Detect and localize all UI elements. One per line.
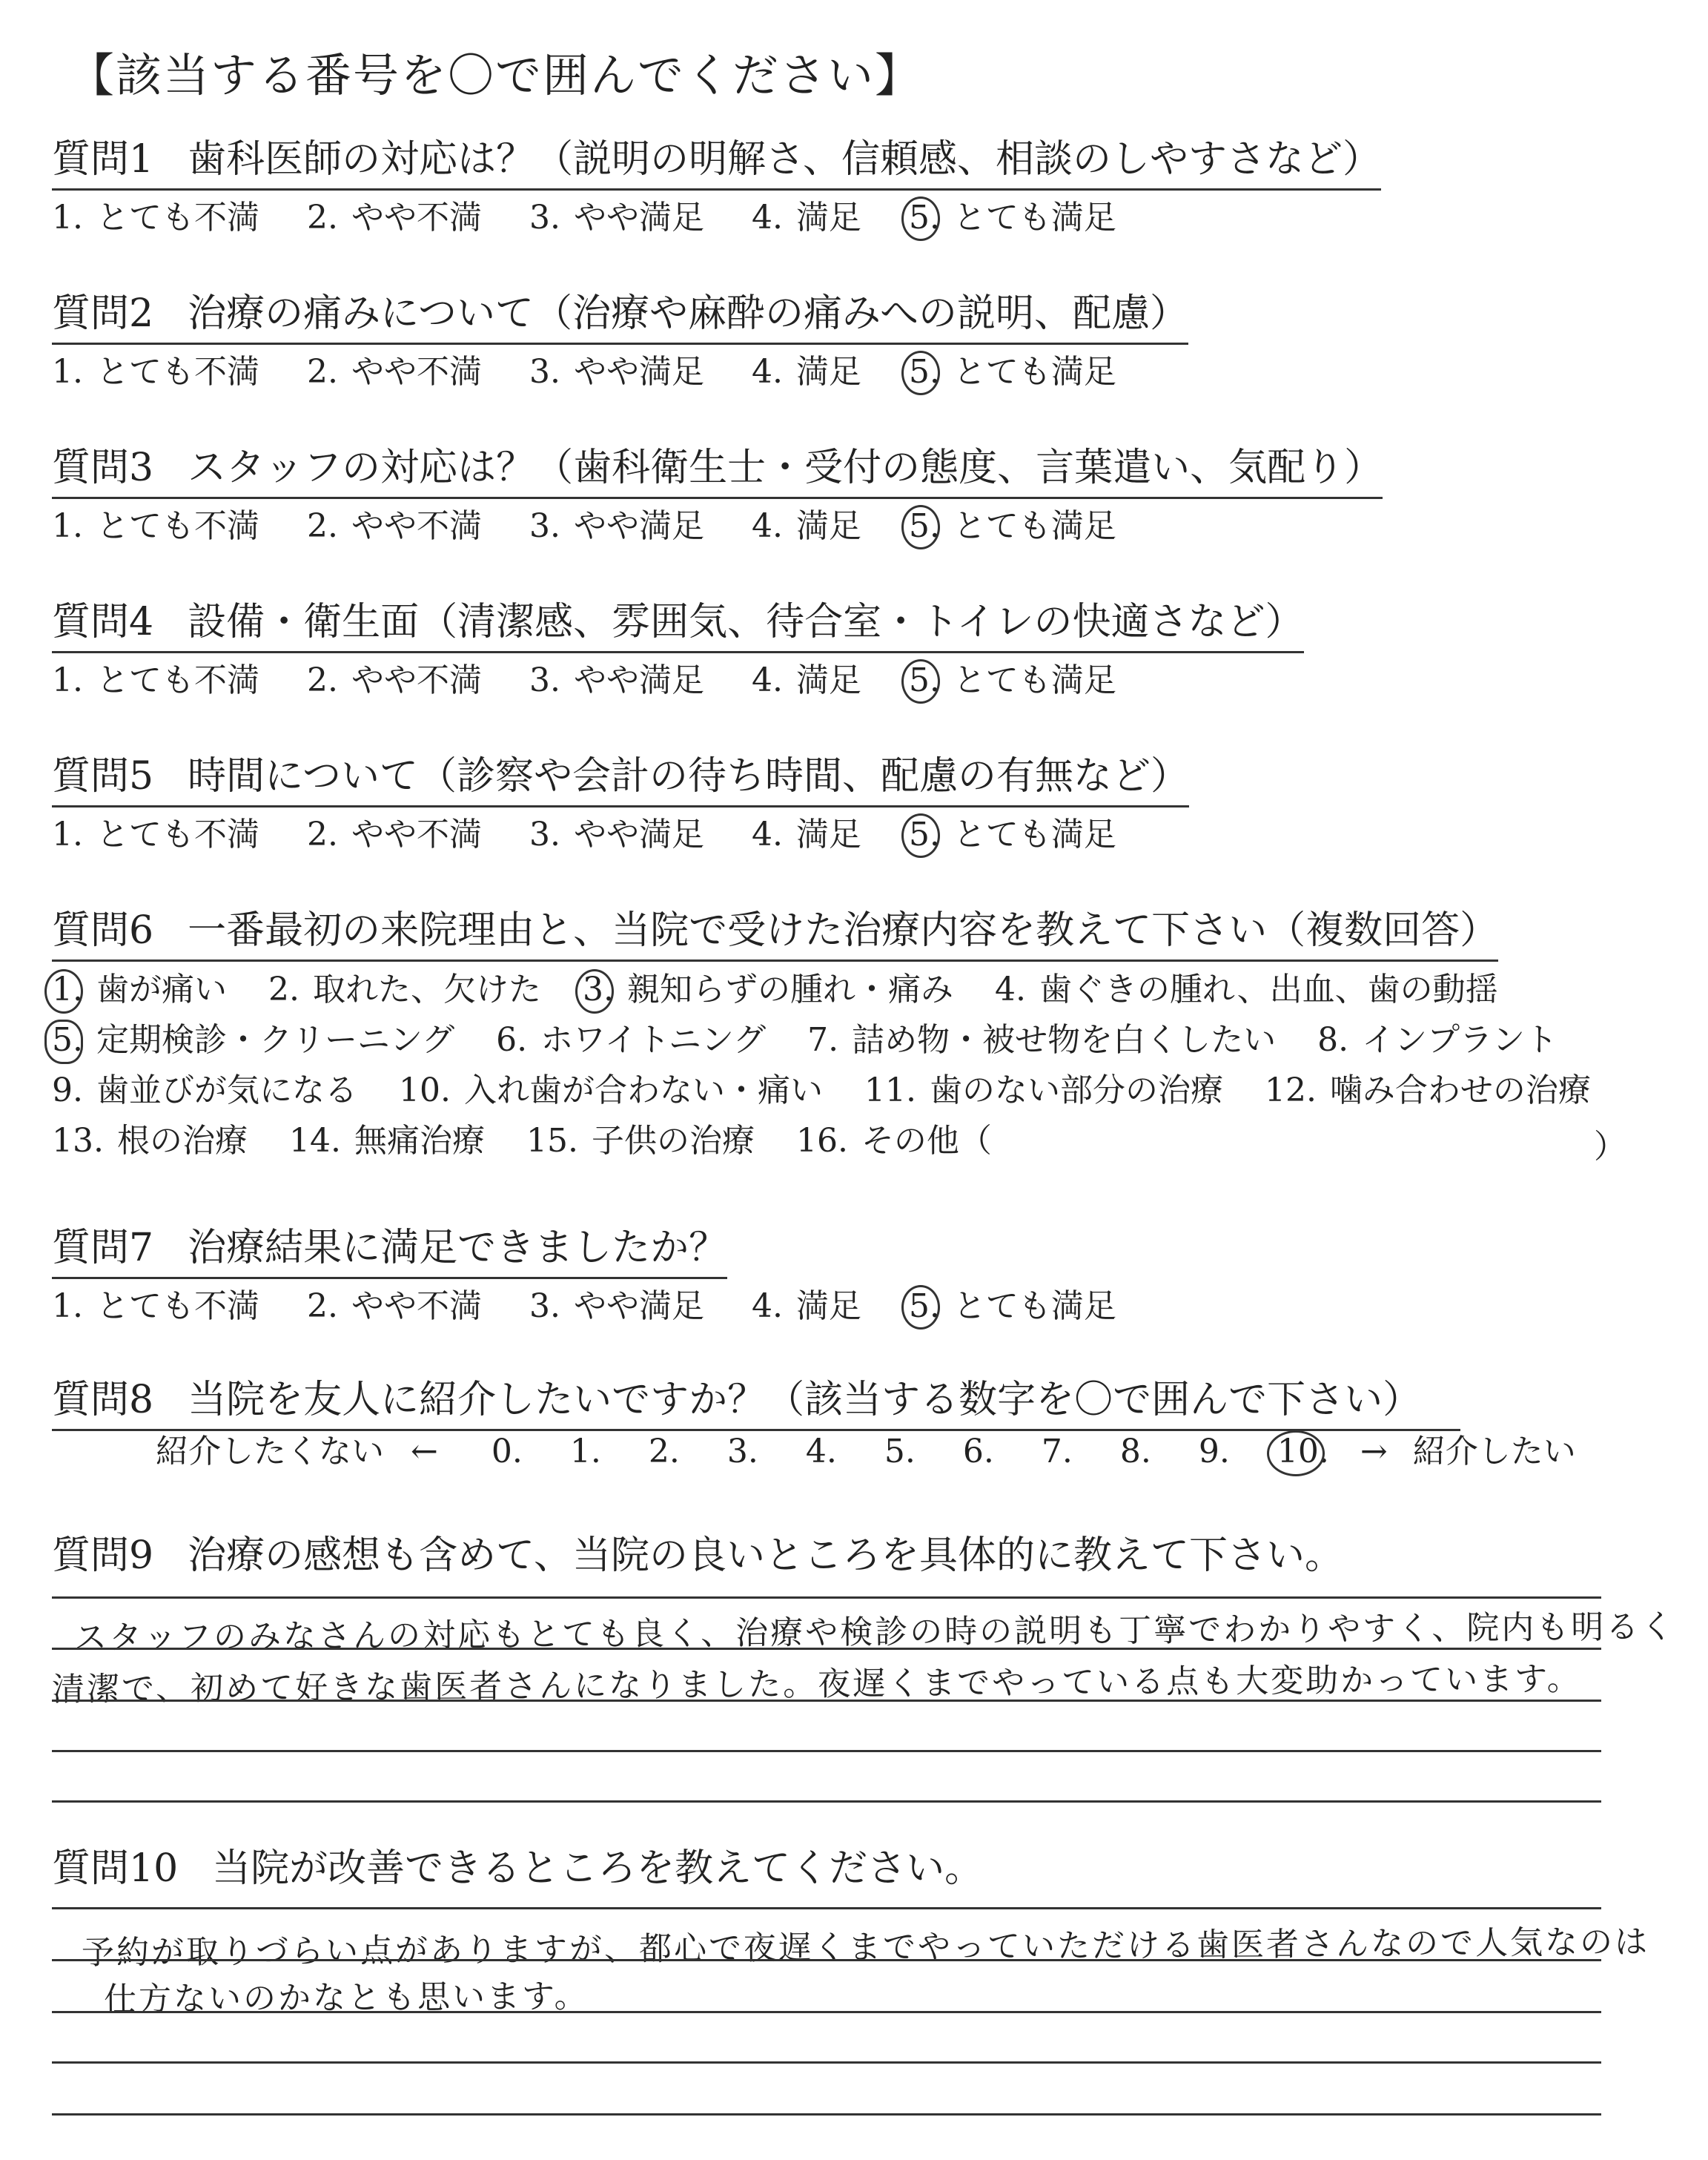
right-arrow-icon: → bbox=[1360, 1433, 1388, 1470]
option-3[interactable]: 3. やや満足 bbox=[529, 816, 704, 853]
question-title: 質問9 治療の感想も含めて、当院の良いところを具体的に教えて下さい。 bbox=[52, 1533, 1344, 1578]
scale-2[interactable]: 2. bbox=[648, 1433, 680, 1470]
recommend-scale bbox=[156, 1426, 1576, 1478]
question-6 bbox=[52, 905, 1591, 1166]
option-4[interactable]: 4. 満足 bbox=[751, 353, 861, 391]
option-4[interactable]: 4. 満足 bbox=[751, 816, 861, 853]
answer-line bbox=[52, 1959, 1601, 1961]
handwritten-answer-line-2: 清潔で、初めて好きな歯医者さんになりました。夜遅くまでやっている点も大変助かっています。 bbox=[51, 1659, 1582, 1709]
scale-10-selected[interactable]: 10. bbox=[1277, 1426, 1345, 1478]
option-2[interactable]: 2. やや不満 bbox=[306, 816, 482, 853]
question-title: 質問1 歯科医師の対応は？（説明の明解さ、信頼感、相談のしやすさなど） bbox=[52, 133, 1381, 191]
question-10 bbox=[52, 1843, 983, 1895]
question-title: 質問8 当院を友人に紹介したいですか？（該当する数字を〇で囲んで下さい） bbox=[52, 1374, 1460, 1431]
option-2[interactable]: 2. やや不満 bbox=[306, 661, 482, 699]
option-3[interactable]: 3. やや満足 bbox=[529, 507, 704, 545]
option-2[interactable]: 2. やや不満 bbox=[306, 199, 482, 237]
treatment-option-6[interactable]: 6. ホワイトニング bbox=[496, 1021, 767, 1059]
option-4[interactable]: 4. 満足 bbox=[751, 1287, 861, 1325]
rating-options bbox=[52, 501, 1383, 552]
treatment-option-11[interactable]: 11. 歯のない部分の治療 bbox=[864, 1071, 1223, 1109]
question-4 bbox=[52, 596, 1304, 707]
left-arrow-icon: ← bbox=[411, 1433, 438, 1470]
question-title: 質問3 スタッフの対応は？（歯科衛生士・受付の態度、言葉遣い、気配り） bbox=[52, 442, 1383, 499]
answer-line bbox=[52, 1648, 1601, 1650]
option-3[interactable]: 3. やや満足 bbox=[529, 1287, 704, 1325]
question-title: 質問2 治療の痛みについて（治療や麻酔の痛みへの説明、配慮） bbox=[52, 288, 1188, 345]
answer-line bbox=[52, 1750, 1601, 1752]
scale-left-label: 紹介したくない bbox=[156, 1433, 384, 1470]
question-1 bbox=[52, 133, 1381, 244]
option-3[interactable]: 3. やや満足 bbox=[529, 199, 704, 237]
treatment-option-1-selected[interactable]: 1. 歯が痛い bbox=[52, 965, 227, 1015]
scale-8[interactable]: 8. bbox=[1119, 1433, 1151, 1470]
scale-4[interactable]: 4. bbox=[805, 1433, 837, 1470]
scale-3[interactable]: 3. bbox=[726, 1433, 758, 1470]
option-1[interactable]: 1. とても不満 bbox=[52, 1287, 259, 1325]
treatment-option-16-other[interactable]: 16. その他（ bbox=[795, 1122, 992, 1160]
answer-line bbox=[52, 1800, 1601, 1803]
rating-options bbox=[52, 1281, 1153, 1332]
option-3[interactable]: 3. やや満足 bbox=[529, 661, 704, 699]
treatment-option-13[interactable]: 13. 根の治療 bbox=[52, 1122, 248, 1160]
question-7 bbox=[52, 1222, 1153, 1332]
option-1[interactable]: 1. とても不満 bbox=[52, 199, 259, 237]
option-4[interactable]: 4. 満足 bbox=[751, 199, 861, 237]
question-title: 質問5 時間について（診察や会計の待ち時間、配慮の有無など） bbox=[52, 750, 1189, 807]
answer-line bbox=[52, 1596, 1601, 1599]
treatment-options bbox=[52, 965, 1591, 1166]
option-1[interactable]: 1. とても不満 bbox=[52, 507, 259, 545]
answer-line bbox=[52, 2011, 1601, 2013]
option-5-selected[interactable]: 5. とても満足 bbox=[909, 346, 1116, 398]
option-2[interactable]: 2. やや不満 bbox=[306, 507, 482, 545]
treatment-option-14[interactable]: 14. 無痛治療 bbox=[288, 1122, 485, 1160]
scale-right-label: 紹介したい bbox=[1412, 1433, 1576, 1470]
option-1[interactable]: 1. とても不満 bbox=[52, 661, 259, 699]
scale-9[interactable]: 9. bbox=[1198, 1433, 1230, 1470]
question-5 bbox=[52, 750, 1189, 861]
question-title: 質問6 一番最初の来院理由と、当院で受けた治療内容を教えて下さい（複数回答） bbox=[52, 905, 1498, 962]
question-title: 質問10 当院が改善できるところを教えてください。 bbox=[52, 1846, 984, 1891]
option-5-selected[interactable]: 5. とても満足 bbox=[909, 501, 1116, 552]
treatment-option-15[interactable]: 15. 子供の治療 bbox=[526, 1122, 755, 1160]
answer-line bbox=[52, 1907, 1601, 1909]
treatment-option-8[interactable]: 8. インプラント bbox=[1317, 1021, 1558, 1059]
option-1[interactable]: 1. とても不満 bbox=[52, 353, 259, 391]
treatment-option-7[interactable]: 7. 詰め物・被せ物を白くしたい bbox=[807, 1021, 1277, 1059]
option-5-selected[interactable]: 5. とても満足 bbox=[909, 809, 1116, 861]
question-2 bbox=[52, 288, 1188, 398]
scale-7[interactable]: 7. bbox=[1041, 1433, 1073, 1470]
question-title: 質問7 治療結果に満足できましたか？ bbox=[52, 1222, 727, 1279]
option-1[interactable]: 1. とても不満 bbox=[52, 816, 259, 853]
option-5-selected[interactable]: 5. とても満足 bbox=[909, 192, 1116, 244]
option-3[interactable]: 3. やや満足 bbox=[529, 353, 704, 391]
handwritten-answer-line-2: 仕方ないのかなとも思います。 bbox=[103, 1977, 589, 2019]
other-close-paren: ） bbox=[1594, 1128, 1626, 1166]
scale-1[interactable]: 1. bbox=[569, 1433, 601, 1470]
question-title: 質問4 設備・衛生面（清潔感、雰囲気、待合室・トイレの快適さなど） bbox=[52, 596, 1304, 653]
answer-line bbox=[52, 2061, 1601, 2064]
treatment-option-9[interactable]: 9. 歯並びが気になる bbox=[52, 1071, 357, 1109]
treatment-option-10[interactable]: 10. 入れ歯が合わない・痛い bbox=[398, 1071, 823, 1109]
handwritten-answer-line-1: 予約が取りづらい点がありますが、都心で夜遅くまでやっていただける歯医者さんなので人気なのは bbox=[81, 1923, 1650, 1972]
question-8 bbox=[52, 1374, 1460, 1431]
question-3 bbox=[52, 442, 1383, 552]
rating-options bbox=[52, 655, 1304, 707]
treatment-option-3-selected[interactable]: 3. 親知らずの腫れ・痛み bbox=[583, 965, 953, 1015]
scale-5[interactable]: 5. bbox=[884, 1433, 916, 1470]
option-2[interactable]: 2. やや不満 bbox=[306, 353, 482, 391]
rating-options bbox=[52, 192, 1381, 244]
option-4[interactable]: 4. 満足 bbox=[751, 661, 861, 699]
treatment-option-5-selected[interactable]: 5. 定期検診・クリーニング bbox=[52, 1015, 454, 1066]
question-9 bbox=[52, 1530, 1343, 1582]
instruction-header: 【該当する番号を〇で囲んでください】 bbox=[68, 48, 923, 102]
treatment-option-4[interactable]: 4. 歯ぐきの腫れ、出血、歯の動揺 bbox=[994, 971, 1498, 1008]
option-5-selected[interactable]: 5. とても満足 bbox=[909, 655, 1116, 707]
treatment-option-2[interactable]: 2. 取れた、欠けた bbox=[268, 971, 541, 1008]
treatment-option-12[interactable]: 12. 噛み合わせの治療 bbox=[1264, 1071, 1591, 1109]
scale-0[interactable]: 0. bbox=[491, 1433, 523, 1470]
option-2[interactable]: 2. やや不満 bbox=[306, 1287, 482, 1325]
option-4[interactable]: 4. 満足 bbox=[751, 507, 861, 545]
rating-options bbox=[52, 809, 1189, 861]
handwritten-answer-line-1: スタッフのみなさんの対応もとても良く、治療や検診の時の説明も丁寧でわかりやすく、院内も明るく bbox=[73, 1608, 1676, 1657]
option-5-selected[interactable]: 5. とても満足 bbox=[909, 1281, 1116, 1332]
answer-line bbox=[52, 2113, 1601, 2116]
answer-line bbox=[52, 1700, 1601, 1702]
rating-options bbox=[52, 346, 1188, 398]
scale-6[interactable]: 6. bbox=[962, 1433, 994, 1470]
